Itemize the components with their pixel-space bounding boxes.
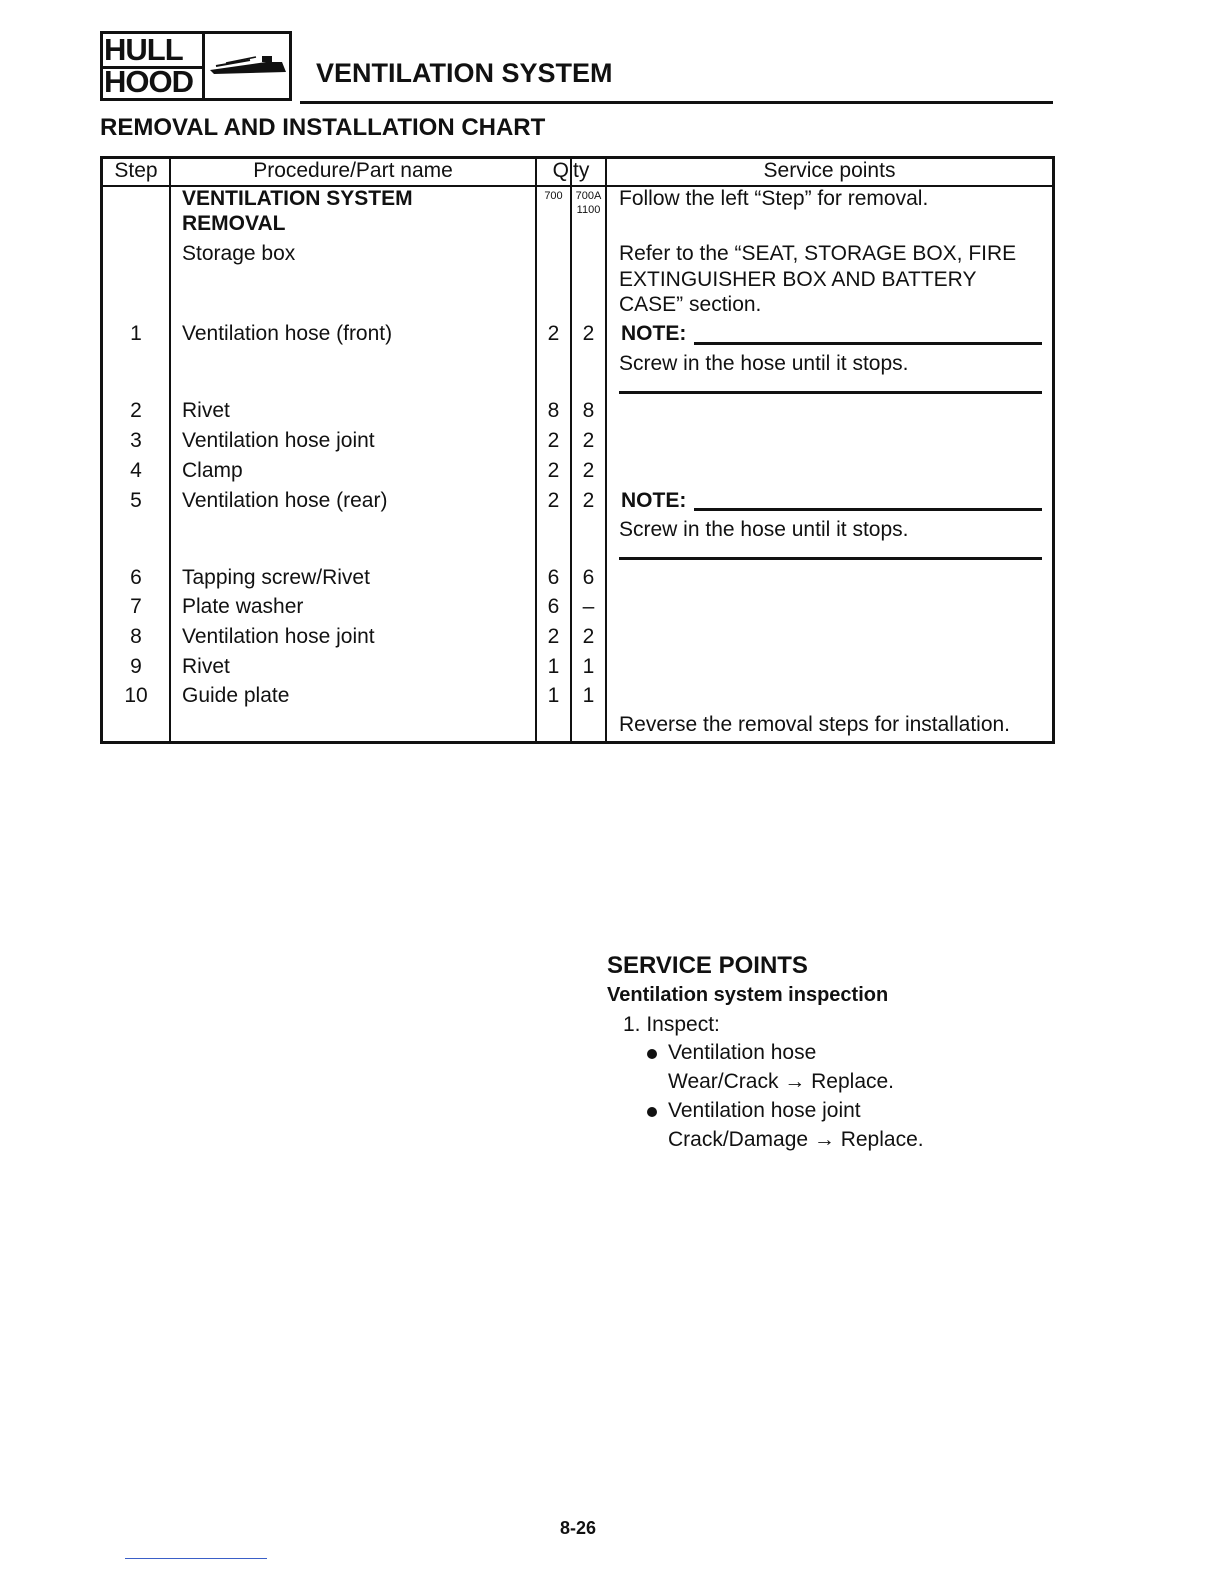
row-step: 4 [130, 459, 142, 482]
row-qty-700: 2 [547, 322, 560, 345]
row-qty-700a: 2 [582, 489, 595, 512]
row-qty-700: 6 [547, 566, 560, 589]
page-number: 8-26 [560, 1518, 597, 1538]
inspect-part: Ventilation hose [668, 1041, 817, 1064]
qty-model-1100: 1100 [576, 204, 601, 216]
row-qty-700: 2 [547, 625, 560, 648]
row-step: 2 [130, 399, 142, 422]
service-reverse-steps: Reverse the removal steps for installation. [619, 713, 1011, 736]
row-part-name: Rivet [182, 399, 230, 422]
service-refer-line-2: EXTINGUISHER BOX AND BATTERY [619, 268, 977, 291]
row-step: 1 [130, 322, 142, 345]
inspect-step: 1. Inspect: [623, 1013, 720, 1036]
col-divider-qty-end [605, 156, 607, 744]
title-underline [300, 101, 1053, 104]
badge-line-hood: HOOD [104, 64, 193, 99]
row-step: 10 [124, 684, 148, 707]
note-end-rule [619, 557, 1042, 560]
row-part-name: Ventilation hose joint [182, 429, 375, 452]
row-part-name: Plate washer [182, 595, 304, 618]
row-qty-700a: 2 [582, 322, 595, 345]
row-qty-700a: 8 [582, 399, 595, 422]
note-label: NOTE: [621, 322, 687, 345]
row-step: 6 [130, 566, 142, 589]
page-title: VENTILATION SYSTEM [316, 58, 613, 88]
row-part-name: Clamp [182, 459, 243, 482]
row-part-name: Tapping screw/Rivet [182, 566, 370, 589]
bullet-icon [647, 1107, 657, 1117]
bullet-icon [647, 1049, 657, 1059]
row-qty-700: 2 [547, 459, 560, 482]
note-rule [694, 342, 1042, 345]
inspect-action: Crack/Damage → Replace. [668, 1128, 924, 1151]
row-qty-700a: 2 [582, 459, 595, 482]
column-header-qty: Q'ty [552, 159, 590, 182]
row-step: 8 [130, 625, 142, 648]
row-part-name: Guide plate [182, 684, 290, 707]
row-part-name: Ventilation hose (front) [182, 322, 393, 345]
service-refer-line-1: Refer to the “SEAT, STORAGE BOX, FIRE [619, 242, 1017, 265]
row-step: 9 [130, 655, 142, 678]
inspect-part: Ventilation hose joint [668, 1099, 861, 1122]
row-qty-700: 2 [547, 429, 560, 452]
group-title-2: REMOVAL [182, 212, 286, 235]
row-part-name: Ventilation hose (rear) [182, 489, 388, 512]
qty-model-700: 700 [544, 190, 563, 202]
row-qty-700: 2 [547, 489, 560, 512]
chart-heading: REMOVAL AND INSTALLATION CHART [100, 114, 546, 141]
row-qty-700a: 1 [582, 684, 595, 707]
note-text: Screw in the hose until it stops. [619, 518, 909, 541]
service-points-heading: SERVICE POINTS [607, 952, 808, 979]
service-points-subheading: Ventilation system inspection [607, 984, 889, 1006]
group-title: VENTILATION SYSTEM [182, 187, 413, 210]
service-refer-line-3: CASE” section. [619, 293, 762, 316]
note-rule [694, 508, 1042, 511]
column-header-service-points: Service points [763, 159, 896, 182]
footer-rule [125, 1558, 267, 1559]
col-divider-step [169, 156, 171, 744]
row-qty-700a: 2 [582, 625, 595, 648]
row-qty-700: 8 [547, 399, 560, 422]
row-qty-700a: – [582, 595, 595, 618]
note-text: Screw in the hose until it stops. [619, 352, 909, 375]
row-step: 5 [130, 489, 142, 512]
row-step: 7 [130, 595, 142, 618]
jet-boat-icon [206, 48, 290, 84]
row-qty-700a: 2 [582, 429, 595, 452]
badge-label [104, 34, 202, 98]
row-qty-700a: 1 [582, 655, 595, 678]
service-follow-step: Follow the left “Step” for removal. [619, 187, 929, 210]
inspect-action: Wear/Crack → Replace. [668, 1070, 895, 1093]
row-qty-700: 1 [547, 684, 560, 707]
badge-line-hull: HULL [104, 32, 183, 67]
procedure-storage-box: Storage box [182, 242, 296, 265]
qty-model-700a: 700A [575, 190, 602, 202]
note-label: NOTE: [621, 489, 687, 512]
row-qty-700: 6 [547, 595, 560, 618]
row-step: 3 [130, 429, 142, 452]
row-part-name: Rivet [182, 655, 230, 678]
note-end-rule [619, 391, 1042, 394]
column-header-procedure: Procedure/Part name [253, 159, 453, 182]
row-qty-700: 1 [547, 655, 560, 678]
row-qty-700a: 6 [582, 566, 595, 589]
column-header-step: Step [114, 159, 158, 182]
row-part-name: Ventilation hose joint [182, 625, 375, 648]
